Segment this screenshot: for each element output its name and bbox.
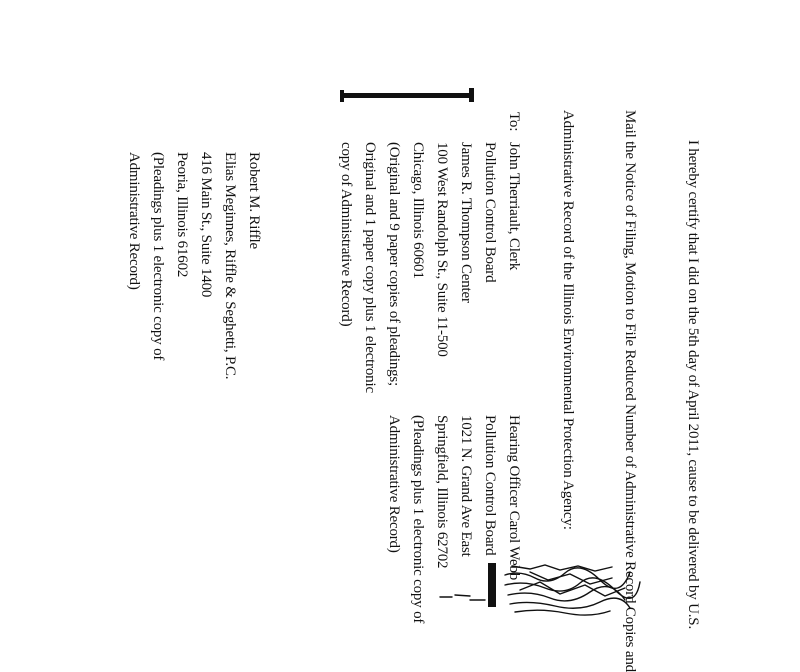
hearing-officer-note-2: Administrative Record) bbox=[386, 415, 402, 553]
clerk-name: John Therriault, Clerk bbox=[506, 142, 522, 271]
riffle-firm: Elias Meginnes, Riffle & Seghetti, P.C. bbox=[222, 152, 238, 380]
clerk-note-1: (Original and 9 paper copies of pleadings; bbox=[386, 142, 402, 387]
hearing-officer-name: Hearing Officer Carol Webb bbox=[506, 415, 522, 581]
riffle-street: 416 Main St., Suite 1400 bbox=[198, 152, 214, 298]
clerk-city: Chicago, Illinois 60601 bbox=[410, 142, 426, 279]
riffle-city: Peoria, Illinois 61602 bbox=[174, 152, 190, 278]
clerk-note-3: copy of Administrative Record) bbox=[338, 142, 354, 327]
riffle-name: Robert M. Riffle bbox=[246, 152, 262, 249]
clerk-street: 100 West Randolph St., Suite 11-500 bbox=[434, 142, 450, 357]
certification-line-1: I hereby certify that I did on the 5th day of April 2011, cause to be delivered by U.S. bbox=[685, 140, 701, 629]
certification-line-2: Mail the Notice of Filing, Motion to File Reduced Number of Administrative Record Copies and bbox=[622, 110, 638, 672]
riffle-note-1: (Pleadings plus 1 electronic copy of bbox=[150, 152, 166, 361]
clerk-building: James R. Thompson Center bbox=[458, 142, 474, 303]
hearing-officer-org: Pollution Control Board bbox=[482, 415, 498, 556]
to-label: To: bbox=[506, 112, 522, 132]
hearing-officer-note-1: (Pleadings plus 1 electronic copy of bbox=[410, 415, 426, 624]
clerk-org: Pollution Control Board bbox=[482, 142, 498, 283]
certification-line-3: Administrative Record of the Illinois Environmental Protection Agency: bbox=[560, 110, 576, 530]
riffle-note-2: Administrative Record) bbox=[126, 152, 142, 290]
hearing-officer-street: 1021 N. Grand Ave East bbox=[458, 415, 474, 557]
hearing-officer-city: Springfield, Illinois 62702 bbox=[434, 415, 450, 569]
clerk-note-2: Original and 1 paper copy plus 1 electronic bbox=[362, 142, 378, 393]
